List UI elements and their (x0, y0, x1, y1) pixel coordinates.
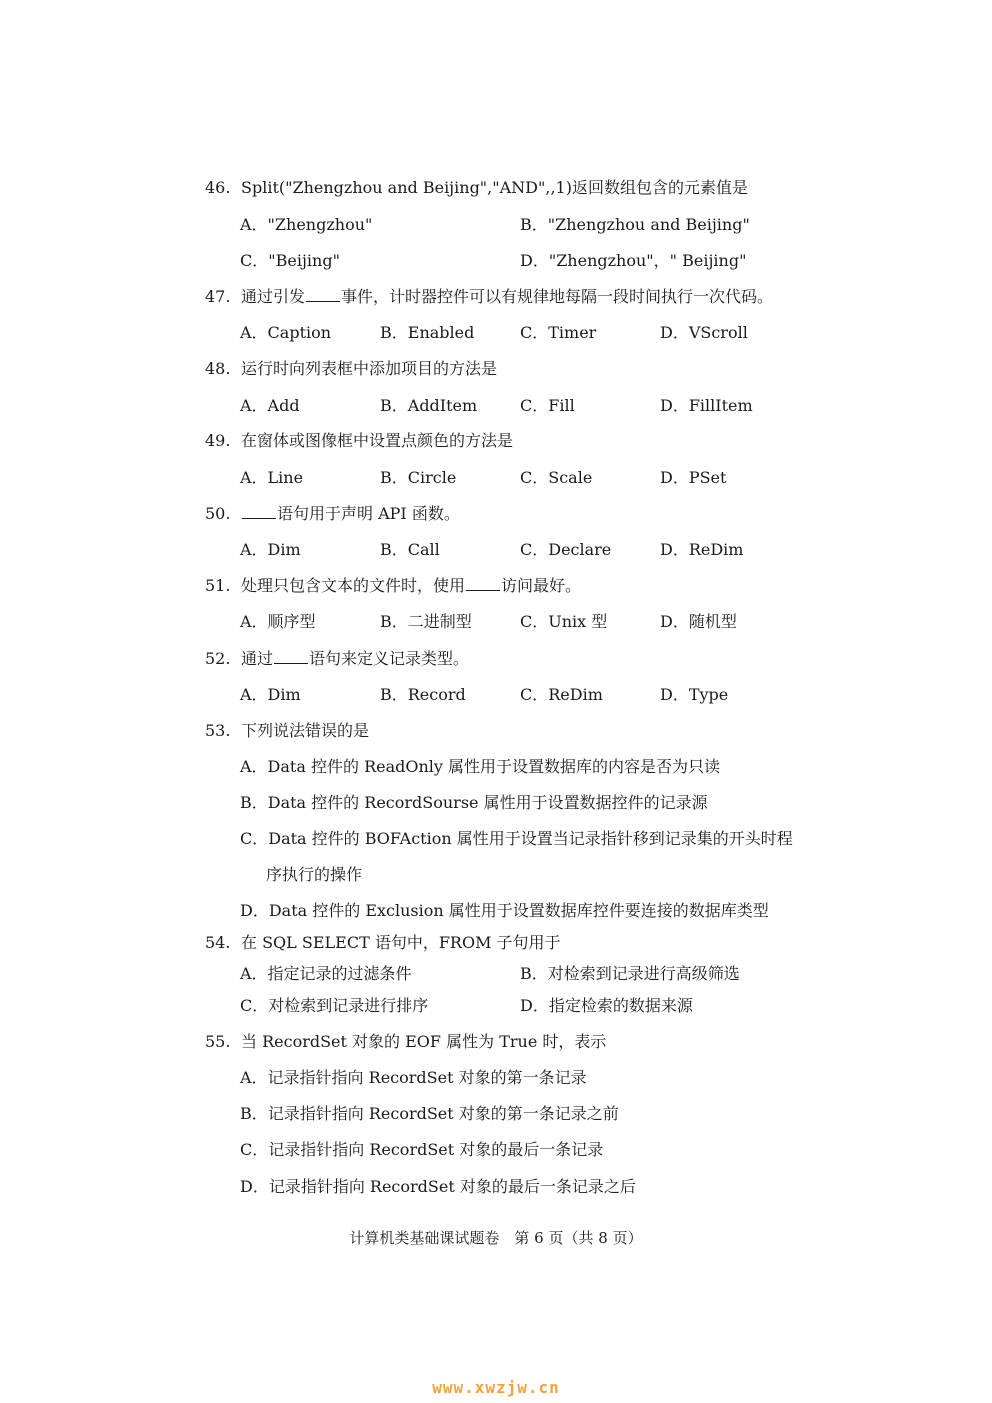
answer-blank (306, 287, 340, 302)
question-51 (205, 576, 581, 596)
question-number: 51. (205, 576, 231, 595)
question-text: 下列说法错误的是 (241, 721, 370, 740)
option-48-b: B．AddItem (380, 396, 478, 415)
question-text: Split("Zhengzhou and Beijing","AND",,1)返回数组包含的元素值是 (241, 178, 748, 197)
option-52-d: D．Type (660, 685, 729, 704)
option-47-a: A．Caption (240, 323, 332, 342)
question-number: 46. (205, 178, 231, 197)
option-50-d: D．ReDim (660, 540, 744, 559)
question-text-pre: 处理只包含文本的文件时，使用 (241, 576, 466, 595)
question-text-pre: 通过引发 (241, 287, 306, 306)
option-55-d: D．记录指针指向 RecordSet 对象的最后一条记录之后 (240, 1177, 636, 1196)
question-text-pre: 通过 (241, 649, 274, 668)
page-footer: 计算机类基础课试题卷 第 6 页（共 8 页） (349, 1229, 643, 1247)
option-52-b: B．Record (380, 685, 466, 704)
option-47-c: C．Timer (520, 323, 597, 342)
question-text: 在 SQL SELECT 语句中，FROM 子句用于 (241, 933, 561, 952)
option-49-b: B．Circle (380, 468, 457, 487)
option-52-a: A．Dim (240, 685, 301, 704)
question-number: 49. (205, 431, 231, 450)
question-text-post: 语句来定义记录类型。 (309, 649, 470, 668)
option-46-d: D．"Zhengzhou"，" Beijing" (520, 251, 747, 270)
option-55-c: C．记录指针指向 RecordSet 对象的最后一条记录 (240, 1140, 604, 1159)
option-46-a: A．"Zhengzhou" (240, 215, 373, 234)
option-50-c: C．Declare (520, 540, 612, 559)
question-number: 52. (205, 649, 231, 668)
question-number: 54. (205, 933, 231, 952)
option-54-b: B．对检索到记录进行高级筛选 (520, 964, 740, 983)
option-51-d: D．随机型 (660, 612, 737, 631)
option-52-c: C．ReDim (520, 685, 603, 704)
question-number: 55. (205, 1032, 231, 1051)
option-48-c: C．Fill (520, 396, 575, 415)
option-53-c: C．Data 控件的 BOFAction 属性用于设置当记录指针移到记录集的开头时程 (240, 829, 793, 848)
option-54-a: A．指定记录的过滤条件 (240, 964, 412, 983)
option-55-b: B．记录指针指向 RecordSet 对象的第一条记录之前 (240, 1104, 619, 1123)
question-55 (205, 1032, 606, 1052)
option-50-a: A．Dim (240, 540, 301, 559)
option-53-d: D．Data 控件的 Exclusion 属性用于设置数据库控件要连接的数据库类型 (240, 901, 769, 920)
option-50-b: B．Call (380, 540, 440, 559)
question-text: 在窗体或图像框中设置点颜色的方法是 (241, 431, 514, 450)
answer-blank (466, 576, 500, 591)
answer-blank (274, 649, 308, 664)
question-number: 48. (205, 359, 231, 378)
option-53-a: A．Data 控件的 ReadOnly 属性用于设置数据库的内容是否为只读 (240, 757, 721, 776)
question-49 (205, 431, 513, 451)
question-number: 53. (205, 721, 231, 740)
option-47-b: B．Enabled (380, 323, 475, 342)
option-47-d: D．VScroll (660, 323, 748, 342)
option-46-b: B．"Zhengzhou and Beijing" (520, 215, 750, 234)
question-52 (205, 649, 469, 669)
answer-blank (242, 504, 276, 519)
question-number: 50. (205, 504, 231, 523)
option-55-a: A．记录指针指向 RecordSet 对象的第一条记录 (240, 1068, 587, 1087)
option-49-a: A．Line (240, 468, 304, 487)
option-54-c: C．对检索到记录进行排序 (240, 996, 429, 1015)
question-text-post: 语句用于声明 API 函数。 (277, 504, 460, 523)
question-text-post: 访问最好。 (501, 576, 582, 595)
option-54-d: D．指定检索的数据来源 (520, 996, 693, 1015)
question-53 (205, 721, 369, 741)
question-48 (205, 359, 497, 379)
question-47 (205, 287, 773, 307)
option-46-c: C．"Beijing" (240, 251, 340, 270)
option-48-d: D．FillItem (660, 396, 753, 415)
option-53-b: B．Data 控件的 RecordSourse 属性用于设置数据控件的记录源 (240, 793, 708, 812)
question-54 (205, 933, 561, 953)
option-53-c-continued: 序执行的操作 (266, 865, 363, 884)
option-49-d: D．PSet (660, 468, 727, 487)
question-text-post: 事件，计时器控件可以有规律地每隔一段时间执行一次代码。 (341, 287, 774, 306)
question-50 (205, 504, 460, 524)
watermark-link[interactable]: www.xwzjw.cn (432, 1378, 560, 1397)
option-51-c: C．Unix 型 (520, 612, 608, 631)
question-46 (205, 178, 748, 198)
option-48-a: A．Add (240, 396, 300, 415)
option-51-a: A．顺序型 (240, 612, 316, 631)
question-number: 47. (205, 287, 231, 306)
question-text: 运行时向列表框中添加项目的方法是 (241, 359, 498, 378)
option-49-c: C．Scale (520, 468, 593, 487)
option-51-b: B．二进制型 (380, 612, 472, 631)
question-text: 当 RecordSet 对象的 EOF 属性为 True 时，表示 (241, 1032, 607, 1051)
